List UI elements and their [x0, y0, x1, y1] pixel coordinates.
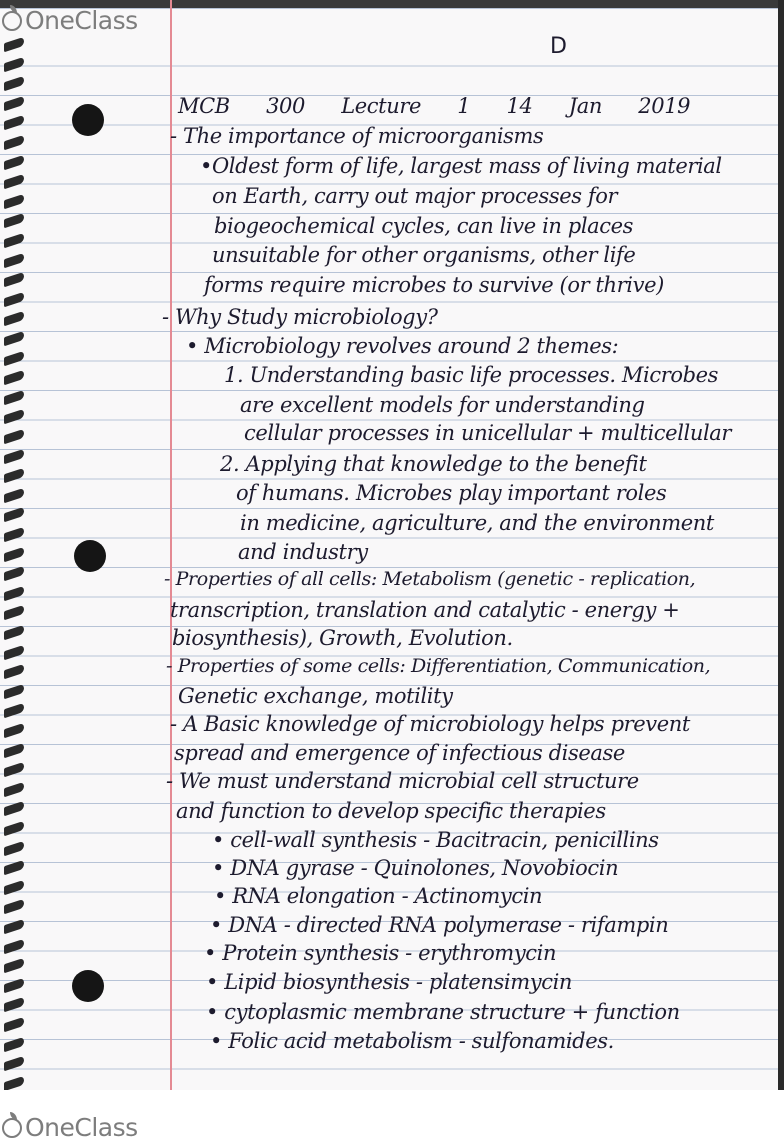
spiral-coil — [4, 880, 24, 895]
note-line: and function to develop specific therapies — [176, 799, 606, 823]
spiral-coil — [4, 899, 24, 914]
spiral-coil — [4, 684, 24, 699]
spiral-coil — [4, 821, 24, 836]
course-lecture: MCB 300 Lecture 1 — [178, 94, 471, 118]
note-line: are excellent models for understanding — [240, 393, 645, 417]
note-line: - Properties of all cells: Metabolism (genetic - replication, — [164, 568, 696, 590]
note-line: spread and emergence of infectious disease — [174, 741, 625, 765]
spiral-coil — [4, 605, 24, 620]
note-line: cellular processes in unicellular + multicellular — [244, 421, 732, 445]
oneclass-leaf-icon — [2, 1118, 22, 1138]
spiral-coil — [4, 782, 24, 797]
spiral-coil — [4, 370, 24, 385]
punch-hole — [72, 970, 104, 1002]
note-line: • Folic acid metabolism - sulfonamides. — [210, 1029, 614, 1053]
lecture-title — [178, 94, 690, 118]
spiral-coil — [4, 1076, 24, 1090]
spiral-coil — [4, 37, 24, 52]
note-line: • Microbiology revolves around 2 themes: — [186, 334, 619, 358]
note-line: - We must understand microbial cell structure — [166, 769, 639, 793]
spiral-coil — [4, 154, 24, 169]
spiral-coil — [4, 1017, 24, 1032]
spiral-coil — [4, 1036, 24, 1051]
spiral-coil — [4, 644, 24, 659]
note-line: on Earth, carry out major processes for — [212, 184, 618, 208]
spiral-coil — [4, 801, 24, 816]
spiral-coil — [4, 448, 24, 463]
note-line: biosynthesis), Growth, Evolution. — [172, 626, 513, 650]
spiral-coil — [4, 507, 24, 522]
spiral-coil — [4, 350, 24, 365]
note-line: • RNA elongation - Actinomycin — [214, 884, 543, 908]
spiral-coil — [4, 840, 24, 855]
logo-text: OneClass — [25, 1113, 138, 1142]
spiral-coil — [4, 742, 24, 757]
spiral-coil — [4, 252, 24, 267]
note-line: - Properties of some cells: Differentiation, Communication, — [166, 655, 711, 677]
note-line: forms require microbes to survive (or thrive) — [204, 273, 664, 297]
spiral-coil — [4, 703, 24, 718]
spiral-coil — [4, 311, 24, 326]
spiral-coil — [4, 135, 24, 150]
spiral-coil — [4, 527, 24, 542]
spiral-coil — [4, 1056, 24, 1071]
note-line: - The importance of microorganisms — [170, 124, 544, 148]
spiral-coil — [4, 860, 24, 875]
spiral-coil — [4, 233, 24, 248]
note-line: •Oldest form of life, largest mass of living material — [200, 154, 722, 178]
note-line: • Lipid biosynthesis - platensimycin — [206, 970, 573, 994]
spiral-coil — [4, 938, 24, 953]
note-line: of humans. Microbes play important roles — [236, 481, 667, 505]
note-line: unsuitable for other organisms, other life — [212, 243, 636, 267]
spiral-coil — [4, 174, 24, 189]
spiral-coil — [4, 566, 24, 581]
margin-line — [170, 0, 172, 1090]
spiral-coil — [4, 958, 24, 973]
note-line: 2. Applying that knowledge to the benefit — [220, 452, 647, 476]
spiral-coil — [4, 723, 24, 738]
note-line: - Why Study microbiology? — [162, 305, 438, 329]
note-line: in medicine, agriculture, and the environment — [240, 511, 714, 535]
spiral-coil — [4, 546, 24, 561]
spiral-coil — [4, 331, 24, 346]
spiral-coil — [4, 96, 24, 111]
note-line: • Protein synthesis - erythromycin — [204, 941, 557, 965]
oneclass-logo-top — [2, 6, 138, 35]
spiral-coil — [4, 625, 24, 640]
spiral-coil — [4, 194, 24, 209]
spiral-coil — [4, 272, 24, 287]
spiral-coil — [4, 409, 24, 424]
spiral-coil — [4, 429, 24, 444]
note-line: • DNA - directed RNA polymerase - rifampin — [210, 913, 669, 937]
spiral-coil — [4, 997, 24, 1012]
page-right-edge — [778, 0, 784, 1090]
note-line: • DNA gyrase - Quinolones, Novobiocin — [212, 856, 619, 880]
spiral-coil — [4, 292, 24, 307]
oneclass-leaf-icon — [2, 11, 22, 31]
spiral-coil — [4, 488, 24, 503]
punch-hole — [74, 540, 106, 572]
punch-hole — [72, 104, 104, 136]
spiral-coil — [4, 76, 24, 91]
spiral-coil — [4, 664, 24, 679]
logo-text: OneClass — [25, 6, 138, 35]
note-line: - A Basic knowledge of microbiology helps prevent — [170, 712, 690, 736]
page-marker: D — [550, 34, 567, 59]
spiral-coil — [4, 213, 24, 228]
spiral-coil — [4, 56, 24, 71]
spiral-coil — [4, 762, 24, 777]
note-line: • cell-wall synthesis - Bacitracin, penicillins — [212, 828, 659, 852]
spiral-coil — [4, 919, 24, 934]
note-line: transcription, translation and catalytic - energy + — [170, 598, 680, 622]
oneclass-logo-bottom — [2, 1113, 138, 1142]
lecture-date: 14 Jan 2019 — [506, 94, 691, 118]
note-line: Genetic exchange, motility — [178, 684, 453, 708]
spiral-coil — [4, 468, 24, 483]
note-line: 1. Understanding basic life processes. Microbes — [224, 363, 719, 387]
spiral-coil — [4, 586, 24, 601]
spiral-coil — [4, 978, 24, 993]
note-line: biogeochemical cycles, can live in places — [214, 214, 634, 238]
spiral-coil — [4, 115, 24, 130]
spiral-coil — [4, 390, 24, 405]
note-line: and industry — [238, 540, 368, 564]
spiral-binding — [0, 0, 30, 1090]
note-line: • cytoplasmic membrane structure + function — [206, 1000, 680, 1024]
